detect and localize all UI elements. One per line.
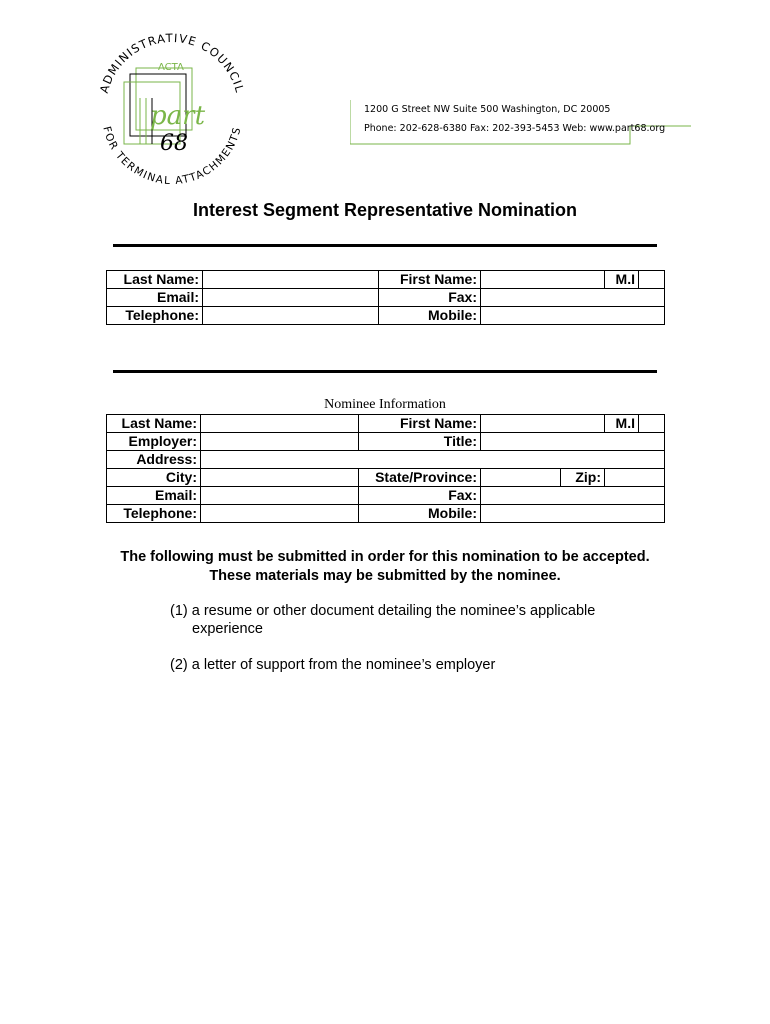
mi-label: M.I bbox=[605, 271, 639, 289]
nominee-title-label: Title: bbox=[359, 433, 481, 451]
telephone-label: Telephone: bbox=[107, 307, 203, 325]
nominator-table bbox=[106, 270, 665, 325]
mobile-field[interactable] bbox=[481, 307, 665, 325]
nominee-employer-field[interactable] bbox=[201, 433, 359, 451]
nominee-telephone-field[interactable] bbox=[201, 505, 359, 523]
nominee-city-field[interactable] bbox=[201, 469, 359, 487]
table-row bbox=[107, 451, 665, 469]
first-name-label: First Name: bbox=[379, 271, 481, 289]
table-row bbox=[107, 433, 665, 451]
telephone-field[interactable] bbox=[203, 307, 379, 325]
table-row bbox=[107, 487, 665, 505]
nominee-address-label: Address: bbox=[107, 451, 201, 469]
nominee-email-label: Email: bbox=[107, 487, 201, 505]
nominee-mi-field[interactable] bbox=[639, 415, 665, 433]
requirements-intro: The following must be submitted in order for this nomination to be accepted. These materials may be submitted by the nominee. bbox=[120, 549, 650, 584]
table-row bbox=[107, 289, 665, 307]
last-name-label: Last Name: bbox=[107, 271, 203, 289]
table-row bbox=[107, 415, 665, 433]
nominee-mi-label: M.I bbox=[605, 415, 639, 433]
nominee-state-field[interactable] bbox=[481, 469, 561, 487]
nominee-table bbox=[106, 414, 665, 523]
nominee-mobile-field[interactable] bbox=[481, 505, 665, 523]
logo-part-text: part bbox=[150, 101, 206, 131]
requirement-item: (1) a resume or other document detailing the nominee’s applicable experience bbox=[170, 603, 596, 637]
email-label: Email: bbox=[107, 289, 203, 307]
email-field[interactable] bbox=[203, 289, 379, 307]
nominee-fax-field[interactable] bbox=[481, 487, 665, 505]
contact-address-block bbox=[350, 100, 692, 146]
mobile-label: Mobile: bbox=[379, 307, 481, 325]
divider bbox=[113, 370, 657, 373]
nominee-state-label: State/Province: bbox=[359, 469, 481, 487]
nominee-telephone-label: Telephone: bbox=[107, 505, 201, 523]
nominee-first-name-label: First Name: bbox=[359, 415, 481, 433]
nominee-first-name-field[interactable] bbox=[481, 415, 605, 433]
nominee-zip-field[interactable] bbox=[605, 469, 665, 487]
nominee-mobile-label: Mobile: bbox=[359, 505, 481, 523]
fax-label: Fax: bbox=[379, 289, 481, 307]
contact-line: Phone: 202-628-6380 Fax: 202-393-5453 Web: www.part68.org bbox=[364, 123, 666, 134]
nominee-fax-label: Fax: bbox=[359, 487, 481, 505]
nominee-city-label: City: bbox=[107, 469, 201, 487]
nominee-title-field[interactable] bbox=[481, 433, 665, 451]
nominee-employer-label: Employer: bbox=[107, 433, 201, 451]
requirement-item: (2) a letter of support from the nominee’s employer bbox=[170, 657, 496, 673]
nominee-zip-label: Zip: bbox=[561, 469, 605, 487]
table-row bbox=[107, 271, 665, 289]
logo-arc-top-text: ADMINISTRATIVE COUNCIL bbox=[96, 30, 248, 95]
table-row bbox=[107, 469, 665, 487]
nominee-info-heading: Nominee Information bbox=[324, 397, 446, 412]
page-title: Interest Segment Representative Nomination bbox=[192, 200, 578, 220]
nominee-address-field[interactable] bbox=[201, 451, 665, 469]
mi-field[interactable] bbox=[639, 271, 665, 289]
table-row bbox=[107, 505, 665, 523]
acta-part68-logo bbox=[92, 28, 252, 188]
first-name-field[interactable] bbox=[481, 271, 605, 289]
divider bbox=[113, 244, 657, 247]
fax-field[interactable] bbox=[481, 289, 665, 307]
nominee-email-field[interactable] bbox=[201, 487, 359, 505]
last-name-field[interactable] bbox=[203, 271, 379, 289]
nominee-last-name-label: Last Name: bbox=[107, 415, 201, 433]
logo-arc-bottom-text: FOR TERMINAL ATTACHMENTS bbox=[100, 125, 244, 188]
table-row bbox=[107, 307, 665, 325]
nominee-last-name-field[interactable] bbox=[201, 415, 359, 433]
logo-acta-text: ACTA bbox=[158, 62, 184, 73]
logo-68-text: 68 bbox=[160, 131, 188, 156]
address-line: 1200 G Street NW Suite 500 Washington, DC 20005 bbox=[364, 104, 611, 115]
